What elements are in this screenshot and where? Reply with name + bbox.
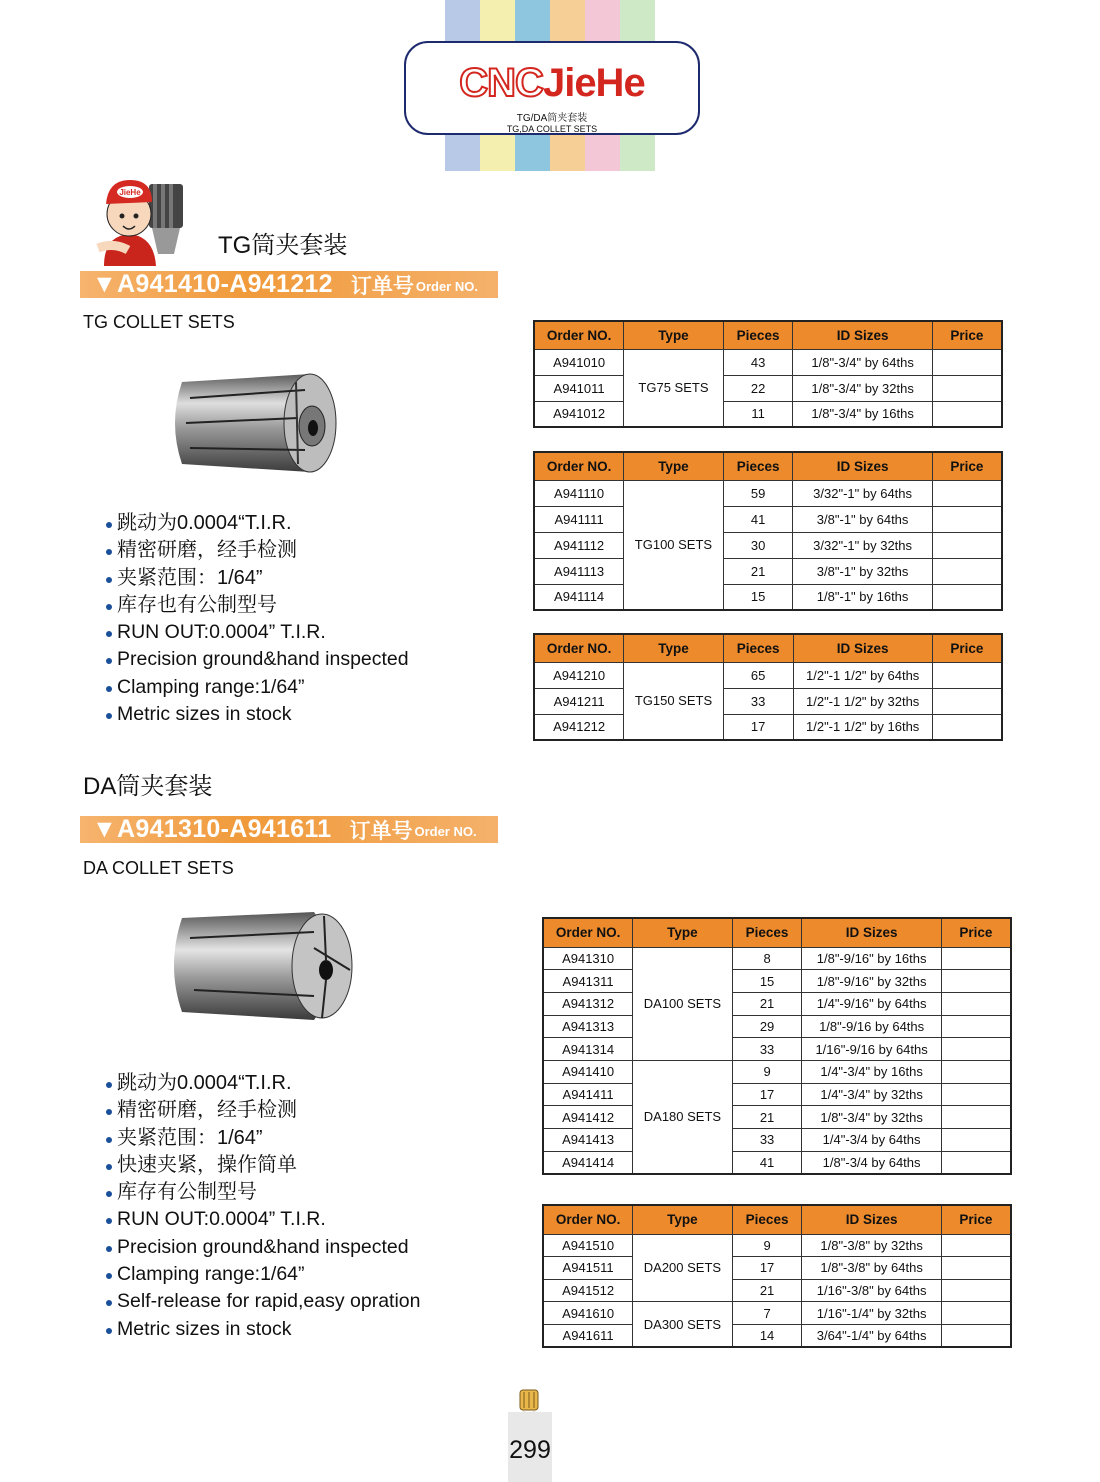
da-section-title: DA筒夹套装 xyxy=(83,773,213,800)
list-item: Clamping range:1/64” xyxy=(104,674,409,701)
column-header: Type xyxy=(624,452,724,480)
column-header: Type xyxy=(624,634,724,662)
list-item: Precision ground&hand inspected xyxy=(104,1234,421,1261)
pieces-cell: 59 xyxy=(723,480,793,506)
order-number-cell: A941610 xyxy=(543,1302,633,1325)
da-section-subtitle: DA COLLET SETS xyxy=(83,858,234,878)
order-number-cell: A941413 xyxy=(543,1129,633,1152)
table-row xyxy=(534,506,1002,532)
price-cell xyxy=(932,349,1002,375)
column-header: Order NO. xyxy=(534,452,624,480)
order-label-en: Order NO. xyxy=(415,279,478,294)
price-cell xyxy=(932,688,1002,714)
id-sizes-cell: 1/4"-3/4" by 32ths xyxy=(802,1083,941,1106)
pieces-cell: 41 xyxy=(732,1151,802,1174)
list-item: Precision ground&hand inspected xyxy=(104,646,409,673)
type-cell: TG150 SETS xyxy=(624,662,724,740)
pieces-cell: 29 xyxy=(732,1015,802,1038)
price-cell xyxy=(941,1129,1011,1152)
list-item: 库存也有公制型号 xyxy=(104,592,409,619)
id-sizes-cell: 3/64"-1/4" by 64ths xyxy=(802,1324,941,1347)
table-row xyxy=(543,1151,1011,1174)
id-sizes-cell: 1/8"-3/4" by 16ths xyxy=(793,401,932,427)
tg-section-subtitle: TG COLLET SETS xyxy=(83,312,235,332)
list-item: 夹紧范围：1/64” xyxy=(104,565,409,592)
pieces-cell: 11 xyxy=(723,401,793,427)
list-item: Metric sizes in stock xyxy=(104,1316,421,1343)
id-sizes-cell: 1/8"-9/16" by 32ths xyxy=(802,970,941,993)
pieces-cell: 22 xyxy=(723,375,793,401)
table-row xyxy=(543,970,1011,993)
column-header: Pieces xyxy=(732,1205,802,1234)
order-label-en: Order NO. xyxy=(414,824,477,839)
table-row xyxy=(543,1060,1011,1083)
price-cell xyxy=(932,401,1002,427)
logo-wordmark xyxy=(406,61,698,105)
id-sizes-cell: 1/4"-3/4" by 16ths xyxy=(802,1060,941,1083)
order-number-cell: A941211 xyxy=(534,688,624,714)
id-sizes-cell: 1/4"-3/4 by 64ths xyxy=(802,1129,941,1152)
column-header: Pieces xyxy=(723,321,793,349)
tg-order-range: ▼A941410-A941212 xyxy=(92,270,333,298)
list-item: 库存有公制型号 xyxy=(104,1179,421,1206)
order-number-cell: A941312 xyxy=(543,992,633,1015)
type-cell: DA100 SETS xyxy=(633,947,732,1060)
tg150-spec-table xyxy=(533,633,1003,741)
id-sizes-cell: 1/8"-3/8" by 32ths xyxy=(802,1234,941,1257)
order-label-cn: 订单号 xyxy=(350,274,414,298)
table-row xyxy=(534,558,1002,584)
list-item: Self-release for rapid,easy opration xyxy=(104,1288,421,1315)
logo-jiehe: JieHe xyxy=(542,61,645,105)
price-cell xyxy=(941,1279,1011,1302)
order-number-cell: A941313 xyxy=(543,1015,633,1038)
list-item: 精密研磨，经手检测 xyxy=(104,537,409,564)
price-cell xyxy=(932,532,1002,558)
column-header: ID Sizes xyxy=(802,918,941,947)
tg100-spec-table xyxy=(533,451,1003,611)
order-number-cell: A941111 xyxy=(534,506,624,532)
order-number-cell: A941212 xyxy=(534,714,624,740)
order-number-cell: A941411 xyxy=(543,1083,633,1106)
column-header: Price xyxy=(941,1205,1011,1234)
price-cell xyxy=(941,1083,1011,1106)
column-header: Price xyxy=(932,321,1002,349)
table-row xyxy=(543,1106,1011,1129)
pieces-cell: 14 xyxy=(732,1324,802,1347)
column-header: Type xyxy=(624,321,723,349)
pieces-cell: 65 xyxy=(723,662,793,688)
price-cell xyxy=(941,1015,1011,1038)
table-row xyxy=(543,1083,1011,1106)
column-header: Pieces xyxy=(732,918,802,947)
da-order-bar xyxy=(80,816,498,843)
price-cell xyxy=(941,1234,1011,1257)
tg75-spec-table xyxy=(533,320,1003,428)
pieces-cell: 9 xyxy=(732,1060,802,1083)
table-row xyxy=(534,532,1002,558)
column-header: Pieces xyxy=(723,452,793,480)
list-item: 跳动为0.0004“T.I.R. xyxy=(104,510,409,537)
da200-da300-spec-table xyxy=(542,1204,1012,1348)
id-sizes-cell: 1/8"-1" by 16ths xyxy=(793,584,932,610)
id-sizes-cell: 1/8"-9/16" by 16ths xyxy=(802,947,941,970)
catalog-subtitle-en: TG,DA COLLET SETS xyxy=(506,124,598,134)
pieces-cell: 33 xyxy=(723,688,793,714)
id-sizes-cell: 1/8"-3/4" by 32ths xyxy=(793,375,932,401)
logo-cnc: CNC xyxy=(459,61,543,105)
price-cell xyxy=(941,1151,1011,1174)
column-header: ID Sizes xyxy=(793,321,932,349)
order-number-cell: A941410 xyxy=(543,1060,633,1083)
pieces-cell: 30 xyxy=(723,532,793,558)
pieces-cell: 21 xyxy=(732,1106,802,1129)
column-header: Order NO. xyxy=(543,1205,633,1234)
price-cell xyxy=(941,1106,1011,1129)
order-number-cell: A941112 xyxy=(534,532,624,558)
mascot-badge-label: JieHe xyxy=(119,188,141,197)
order-label-cn: 订单号 xyxy=(349,819,413,843)
da-collet-image xyxy=(164,908,356,1024)
order-number-cell: A941010 xyxy=(534,349,624,375)
id-sizes-cell: 1/8"-3/8" by 64ths xyxy=(802,1257,941,1280)
table-header-row xyxy=(534,321,1002,349)
id-sizes-cell: 1/2"-1 1/2" by 32ths xyxy=(793,688,932,714)
table-row xyxy=(534,401,1002,427)
table-header-row xyxy=(543,1205,1011,1234)
id-sizes-cell: 1/8"-3/4" by 32ths xyxy=(802,1106,941,1129)
pieces-cell: 33 xyxy=(732,1038,802,1061)
table-row xyxy=(543,1038,1011,1061)
id-sizes-cell: 3/8"-1" by 32ths xyxy=(793,558,932,584)
table-row xyxy=(543,1324,1011,1347)
price-cell xyxy=(941,992,1011,1015)
order-number-cell: A941412 xyxy=(543,1106,633,1129)
type-cell: TG75 SETS xyxy=(624,349,723,427)
price-cell xyxy=(932,662,1002,688)
table-header-row xyxy=(534,452,1002,480)
id-sizes-cell: 1/16"-1/4" by 32ths xyxy=(802,1302,941,1325)
list-item: 快速夹紧，操作简单 xyxy=(104,1152,421,1179)
da100-da180-spec-table xyxy=(542,917,1012,1175)
tg-order-bar xyxy=(80,271,498,298)
list-item: 跳动为0.0004“T.I.R. xyxy=(104,1070,421,1097)
column-header: ID Sizes xyxy=(793,634,932,662)
order-number-cell: A941310 xyxy=(543,947,633,970)
tg-section-title: TG筒夹套装 xyxy=(218,232,348,259)
list-item: RUN OUT:0.0004” T.I.R. xyxy=(104,619,409,646)
price-cell xyxy=(932,375,1002,401)
page-number: 299 xyxy=(509,1436,551,1464)
table-header-row xyxy=(534,634,1002,662)
id-sizes-cell: 1/8"-3/4 by 64ths xyxy=(802,1151,941,1174)
table-row xyxy=(534,375,1002,401)
pieces-cell: 41 xyxy=(723,506,793,532)
column-header: Order NO. xyxy=(534,321,624,349)
order-number-cell: A941314 xyxy=(543,1038,633,1061)
order-number-cell: A941113 xyxy=(534,558,624,584)
id-sizes-cell: 3/8"-1" by 64ths xyxy=(793,506,932,532)
table-row xyxy=(543,947,1011,970)
price-cell xyxy=(932,714,1002,740)
type-cell: DA200 SETS xyxy=(633,1234,733,1302)
column-header: Pieces xyxy=(723,634,793,662)
id-sizes-cell: 3/32"-1" by 32ths xyxy=(793,532,932,558)
da-order-range: ▼A941310-A941611 xyxy=(92,815,332,843)
order-number-cell: A941110 xyxy=(534,480,624,506)
column-header: Type xyxy=(633,1205,733,1234)
column-header: Order NO. xyxy=(543,918,633,947)
tg-collet-image xyxy=(160,368,344,478)
id-sizes-cell: 1/8"-3/4" by 64ths xyxy=(793,349,932,375)
pieces-cell: 9 xyxy=(732,1234,802,1257)
column-header: Order NO. xyxy=(534,634,624,662)
table-row xyxy=(534,714,1002,740)
pieces-cell: 8 xyxy=(732,947,802,970)
table-row xyxy=(534,480,1002,506)
price-cell xyxy=(941,1302,1011,1325)
list-item: RUN OUT:0.0004” T.I.R. xyxy=(104,1206,421,1233)
pieces-cell: 43 xyxy=(723,349,793,375)
price-cell xyxy=(941,1038,1011,1061)
list-item: Clamping range:1/64” xyxy=(104,1261,421,1288)
pieces-cell: 15 xyxy=(732,970,802,993)
column-header: ID Sizes xyxy=(793,452,932,480)
table-row xyxy=(543,1015,1011,1038)
price-cell xyxy=(941,1324,1011,1347)
type-cell: DA180 SETS xyxy=(633,1060,732,1173)
price-cell xyxy=(932,584,1002,610)
id-sizes-cell: 1/2"-1 1/2" by 64ths xyxy=(793,662,932,688)
pieces-cell: 15 xyxy=(723,584,793,610)
order-number-cell: A941311 xyxy=(543,970,633,993)
order-number-cell: A941510 xyxy=(543,1234,633,1257)
mascot-icon xyxy=(94,176,194,268)
order-number-cell: A941012 xyxy=(534,401,624,427)
pieces-cell: 17 xyxy=(732,1083,802,1106)
order-number-cell: A941511 xyxy=(543,1257,633,1280)
brand-logo xyxy=(404,41,700,135)
table-header-row xyxy=(543,918,1011,947)
order-number-cell: A941114 xyxy=(534,584,624,610)
da-feature-list xyxy=(104,1070,421,1343)
table-row xyxy=(543,992,1011,1015)
order-number-cell: A941414 xyxy=(543,1151,633,1174)
table-row xyxy=(543,1279,1011,1302)
price-cell xyxy=(932,506,1002,532)
type-cell: DA300 SETS xyxy=(633,1302,733,1347)
pieces-cell: 17 xyxy=(732,1257,802,1280)
list-item: 精密研磨，经手检测 xyxy=(104,1097,421,1124)
pieces-cell: 21 xyxy=(732,1279,802,1302)
id-sizes-cell: 3/32"-1" by 64ths xyxy=(793,480,932,506)
table-row xyxy=(543,1257,1011,1280)
column-header: Price xyxy=(932,452,1002,480)
pieces-cell: 33 xyxy=(732,1129,802,1152)
order-number-cell: A941512 xyxy=(543,1279,633,1302)
price-cell xyxy=(941,1060,1011,1083)
pieces-cell: 21 xyxy=(732,992,802,1015)
id-sizes-cell: 1/2"-1 1/2" by 16ths xyxy=(793,714,932,740)
pieces-cell: 7 xyxy=(732,1302,802,1325)
column-header: Price xyxy=(941,918,1011,947)
list-item: Metric sizes in stock xyxy=(104,701,409,728)
price-cell xyxy=(941,970,1011,993)
table-row xyxy=(534,662,1002,688)
price-cell xyxy=(932,558,1002,584)
order-number-cell: A941210 xyxy=(534,662,624,688)
table-row xyxy=(534,688,1002,714)
column-header: ID Sizes xyxy=(802,1205,941,1234)
price-cell xyxy=(941,1257,1011,1280)
table-row xyxy=(543,1302,1011,1325)
order-number-cell: A941011 xyxy=(534,375,624,401)
table-row xyxy=(534,584,1002,610)
id-sizes-cell: 1/16"-3/8" by 64ths xyxy=(802,1279,941,1302)
id-sizes-cell: 1/16"-9/16 by 64ths xyxy=(802,1038,941,1061)
table-row xyxy=(534,349,1002,375)
table-row xyxy=(543,1129,1011,1152)
price-cell xyxy=(941,947,1011,970)
tg-feature-list xyxy=(104,510,409,728)
list-item: 夹紧范围：1/64” xyxy=(104,1125,421,1152)
table-row xyxy=(543,1234,1011,1257)
price-cell xyxy=(932,480,1002,506)
pieces-cell: 21 xyxy=(723,558,793,584)
pieces-cell: 17 xyxy=(723,714,793,740)
column-header: Type xyxy=(633,918,732,947)
catalog-subtitle-cn: TG/DA筒夹套装 xyxy=(516,113,588,124)
order-number-cell: A941611 xyxy=(543,1324,633,1347)
id-sizes-cell: 1/4"-9/16" by 64ths xyxy=(802,992,941,1015)
column-header: Price xyxy=(932,634,1002,662)
type-cell: TG100 SETS xyxy=(624,480,724,610)
id-sizes-cell: 1/8"-9/16 by 64ths xyxy=(802,1015,941,1038)
